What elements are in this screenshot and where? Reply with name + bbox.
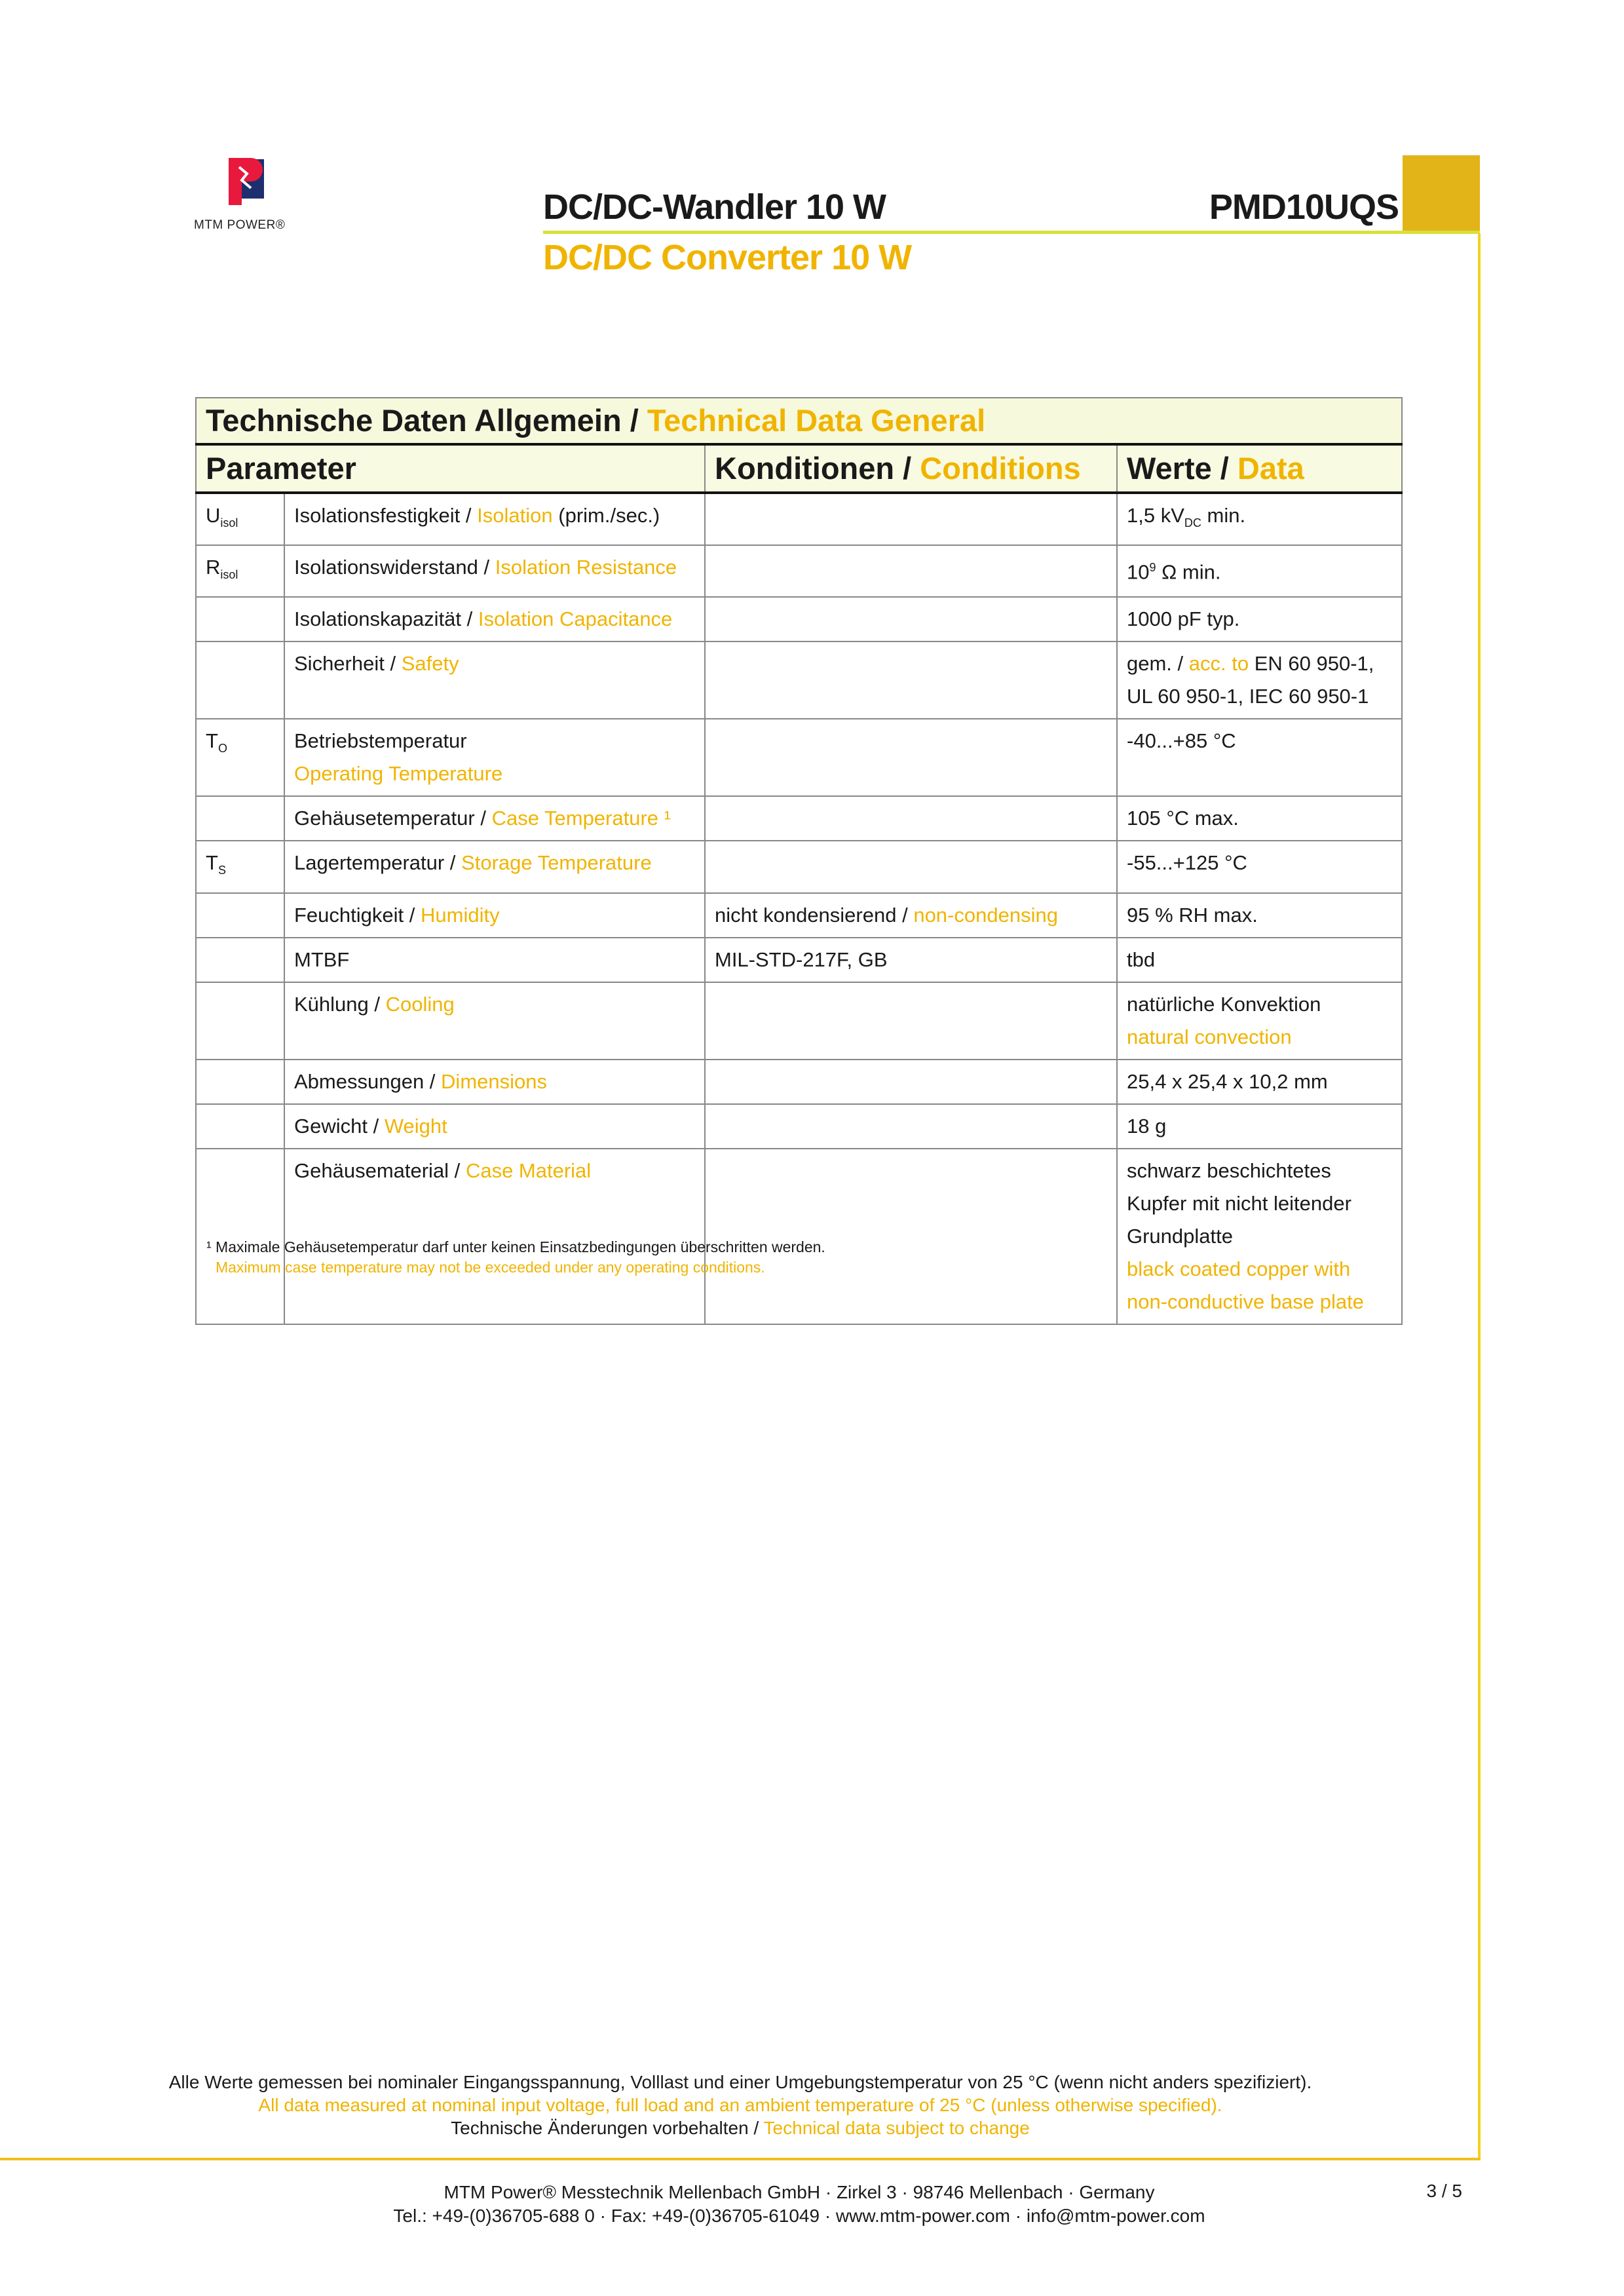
table-row	[196, 1149, 1402, 1324]
page-number: 3 / 5	[1426, 2181, 1462, 2201]
value-cell: $10^9$ Ω min.	[1117, 545, 1402, 597]
value-cell: 18 g	[1117, 1104, 1402, 1149]
symbol-cell: $U_{isol}$	[196, 493, 284, 545]
table-row	[196, 893, 1402, 938]
conditions-cell	[705, 545, 1117, 597]
parameter-cell: Abmessungen / Dimensions	[284, 1060, 705, 1104]
conditions-cell	[705, 719, 1117, 796]
parameter-cell: Gehäusetemperatur / Case Temperature ¹	[284, 796, 705, 841]
symbol-cell	[196, 893, 284, 938]
table-row	[196, 796, 1402, 841]
title-german: DC/DC-Wandler 10 W	[543, 187, 886, 227]
table-row	[196, 493, 1402, 545]
symbol-cell	[196, 796, 284, 841]
value-cell: 1,5 $kV_{DC}$ min.	[1117, 493, 1402, 545]
value-cell: 25,4 x 25,4 x 10,2 mm	[1117, 1060, 1402, 1104]
header-data: Werte / Data	[1117, 444, 1402, 493]
conditions-cell	[705, 493, 1117, 545]
mtm-power-logo	[219, 155, 272, 208]
parameter-cell: Feuchtigkeit / Humidity	[284, 893, 705, 938]
symbol-cell	[196, 1149, 284, 1324]
conditions-cell: MIL-STD-217F, GB	[705, 938, 1117, 982]
parameter-cell: Isolationskapazität / Isolation Capacitance	[284, 597, 705, 641]
table-row	[196, 938, 1402, 982]
symbol-cell: $T_S$	[196, 841, 284, 892]
conditions-cell	[705, 1149, 1117, 1324]
value-cell: -55...+125 °C	[1117, 841, 1402, 892]
table-row	[196, 1060, 1402, 1104]
table-row	[196, 597, 1402, 641]
right-border-line	[1478, 233, 1481, 2160]
table-row	[196, 719, 1402, 796]
parameter-cell: Gewicht / Weight	[284, 1104, 705, 1149]
symbol-cell	[196, 982, 284, 1060]
footnote: ¹ Maximale Gehäusetemperatur darf unter keinen Einsatzbedingungen überschritten werden. Maximum case temperature may not be exceeded under any operating conditions.	[206, 1238, 825, 1276]
value-cell: gem. / acc. to EN 60 950-1, UL 60 950-1, IEC 60 950-1	[1117, 641, 1402, 719]
title-english: DC/DC Converter 10 W	[543, 238, 912, 277]
parameter-cell: Isolationsfestigkeit / Isolation (prim./sec.)	[284, 493, 705, 545]
conditions-cell	[705, 1104, 1117, 1149]
logo-text: MTM POWER®	[194, 218, 286, 232]
conditions-cell	[705, 841, 1117, 892]
table-title: Technische Daten Allgemein / Technical Data General	[196, 398, 1402, 444]
value-cell: schwarz beschichtetes Kupfer mit nicht leitender Grundplatte black coated copper with non-conductive base plate	[1117, 1149, 1402, 1324]
value-cell: 95 % RH max.	[1117, 893, 1402, 938]
table-row	[196, 1104, 1402, 1149]
measurement-notes: Alle Werte gemessen bei nominaler Eingangsspannung, Volllast und einer Umgebungstemperatur von 25 °C (wenn nicht anders spezifiziert). All data measured at nominal input voltage, full load and an ambient temperature of 25 °C (unless otherwise specified). Technische Änderungen vorbehalten / Technical data subject to change	[168, 2072, 1312, 2138]
parameter-cell: Gehäusematerial / Case Material	[284, 1149, 705, 1324]
conditions-cell	[705, 597, 1117, 641]
header-parameter: Parameter	[196, 444, 705, 493]
parameter-cell: Sicherheit / Safety	[284, 641, 705, 719]
parameter-cell: Kühlung / Cooling	[284, 982, 705, 1060]
conditions-cell	[705, 796, 1117, 841]
table-row	[196, 545, 1402, 597]
symbol-cell	[196, 641, 284, 719]
symbol-cell: $R_{isol}$	[196, 545, 284, 597]
header-conditions: Konditionen / Conditions	[705, 444, 1117, 493]
conditions-cell	[705, 1060, 1117, 1104]
parameter-cell: MTBF	[284, 938, 705, 982]
product-code: PMD10UQS	[1209, 187, 1399, 227]
conditions-cell	[705, 982, 1117, 1060]
table-row	[196, 641, 1402, 719]
symbol-cell	[196, 1060, 284, 1104]
symbol-cell	[196, 1104, 284, 1149]
conditions-cell: nicht kondensierend / non-condensing	[705, 893, 1117, 938]
value-cell: -40...+85 °C	[1117, 719, 1402, 796]
company-footer: MTM Power® Messtechnik Mellenbach GmbH · Zirkel 3 · 98746 Mellenbach · Germany Tel.: +49-(0)36705-688 0 · Fax: +49-(0)36705-61049 · www.mtm-power.com · info@mtm-power.com	[393, 2182, 1205, 2226]
table-header	[196, 444, 1402, 493]
value-cell: tbd	[1117, 938, 1402, 982]
symbol-cell	[196, 938, 284, 982]
value-cell: natürliche Konvektion natural convection	[1117, 982, 1402, 1060]
parameter-cell: Betriebstemperatur Operating Temperature	[284, 719, 705, 796]
table-row	[196, 982, 1402, 1060]
parameter-cell: Lagertemperatur / Storage Temperature	[284, 841, 705, 892]
gold-accent-block	[1403, 155, 1480, 233]
symbol-cell: $T_O$	[196, 719, 284, 796]
technical-data-table	[195, 397, 1403, 1325]
conditions-cell	[705, 641, 1117, 719]
value-cell: 1000 pF typ.	[1117, 597, 1402, 641]
parameter-cell: Isolationswiderstand / Isolation Resistance	[284, 545, 705, 597]
table-row	[196, 841, 1402, 892]
value-cell: 105 °C max.	[1117, 796, 1402, 841]
title-divider	[543, 231, 1480, 234]
footer-divider	[0, 2158, 1481, 2160]
symbol-cell	[196, 597, 284, 641]
